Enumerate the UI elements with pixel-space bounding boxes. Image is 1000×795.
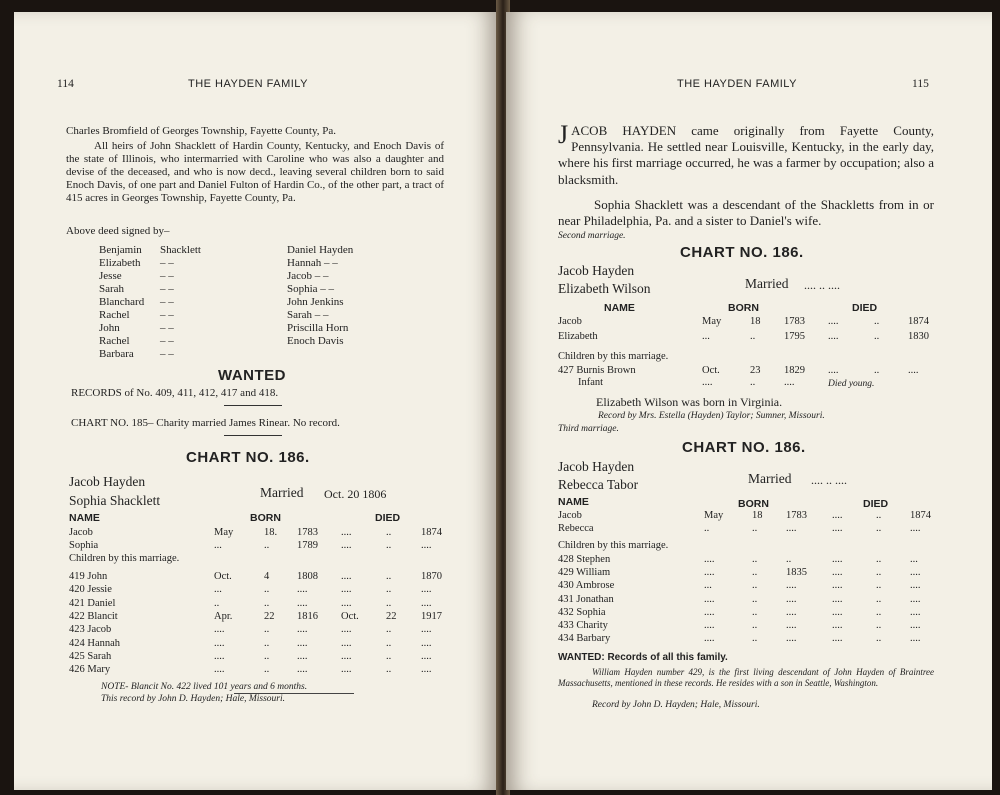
child-row-died-month: .... bbox=[832, 593, 843, 605]
child-row-died-year: .... bbox=[421, 624, 432, 636]
infant-died-note: Died young. bbox=[828, 379, 875, 389]
child-row-born-day: .. bbox=[752, 606, 758, 618]
parent-row-died-year: 1830 bbox=[908, 331, 929, 342]
parent-row-born-year: 1783 bbox=[297, 527, 318, 538]
child-row-born-day: .. bbox=[264, 584, 270, 596]
chart-title: CHART NO. 186. bbox=[186, 449, 310, 466]
child-row-name: 430 Ambrose bbox=[558, 580, 615, 592]
parent-row-born-year: 1795 bbox=[784, 331, 805, 342]
child-row-born-month: ... bbox=[214, 584, 222, 596]
col-born: BORN bbox=[728, 302, 759, 314]
signer-last-name: Shacklett bbox=[160, 244, 201, 256]
child-row-name: 427 Burnis Brown bbox=[558, 365, 636, 376]
child-row-born-year: .... bbox=[786, 580, 797, 592]
child-row-name: 428 Stephen bbox=[558, 554, 611, 565]
child-row-died-day: .. bbox=[876, 633, 882, 645]
child-row-born-month: .... bbox=[214, 624, 225, 636]
child-row-died-year: .... bbox=[421, 597, 432, 609]
child-row-name: 426 Mary bbox=[69, 664, 111, 676]
parent-row-died-day: .. bbox=[386, 527, 392, 538]
signer-first-name: Rachel bbox=[99, 335, 130, 347]
child-row-born-year: 1835 bbox=[786, 567, 807, 579]
signer-first-name: Barbara bbox=[99, 348, 134, 360]
married-date: .... .. .... bbox=[804, 278, 840, 292]
third-marriage-label: Third marriage. bbox=[558, 424, 619, 434]
parent-row-born-month: May bbox=[702, 316, 722, 327]
children-label: Children by this marriage. bbox=[69, 553, 180, 564]
child-row-died-day: .. bbox=[876, 554, 882, 565]
child-row-died-month: .... bbox=[341, 597, 352, 609]
born-virginia: Elizabeth Wilson was born in Virginia. bbox=[596, 395, 783, 409]
child-row-name: 433 Charity bbox=[558, 620, 608, 631]
children-label-2: Children by this marriage. bbox=[558, 540, 669, 551]
parent-row-died-month: .... bbox=[828, 316, 839, 327]
chart-title: CHART NO. 186. bbox=[680, 244, 804, 261]
parent-row-died-month: .... bbox=[341, 527, 352, 538]
child-row-born-month: ... bbox=[704, 580, 712, 592]
signer-name: Jacob – – bbox=[287, 270, 329, 282]
child-row-died-month: .... bbox=[832, 606, 843, 618]
child-row-born-day: .. bbox=[752, 554, 758, 565]
child-row-died-month: .... bbox=[341, 571, 352, 582]
parent-row-born-day: .. bbox=[752, 523, 758, 534]
signer-first-name: Blanchard bbox=[99, 296, 145, 308]
child-row-died-day: .. bbox=[386, 664, 392, 676]
wife-name-2: Rebecca Tabor bbox=[558, 477, 639, 492]
child-row-died-year: .... bbox=[910, 580, 921, 592]
parent-row-name: Rebecca bbox=[558, 523, 594, 534]
child-row-name: 422 Blancit bbox=[69, 610, 118, 622]
child-row-died-month: Oct. bbox=[341, 610, 359, 622]
signer-first-name: Rachel bbox=[99, 309, 130, 321]
child-row-born-month: Oct. bbox=[702, 365, 720, 376]
infant-born-year: .... bbox=[784, 377, 795, 388]
child-row-died-day: .. bbox=[386, 637, 392, 649]
child-row-name: 424 Hannah bbox=[69, 637, 121, 649]
husband-name: Jacob Hayden bbox=[69, 474, 146, 489]
col-died: DIED bbox=[375, 512, 401, 524]
child-row-died-day: .. bbox=[876, 580, 882, 592]
second-marriage-label: Second marriage. bbox=[558, 231, 626, 241]
parent-row-born-day: 18. bbox=[264, 527, 278, 538]
married-label-2: Married bbox=[748, 471, 792, 486]
wanted-records: RECORDS of No. 409, 411, 412, 417 and 418. bbox=[71, 387, 279, 399]
child-row-died-day: .. bbox=[874, 365, 880, 376]
running-head: THE HAYDEN FAMILY bbox=[188, 78, 308, 90]
intro-paragraph bbox=[558, 120, 934, 188]
child-row-name: 425 Sarah bbox=[69, 650, 112, 662]
child-row-died-month: .... bbox=[341, 664, 352, 676]
child-row-died-month: .... bbox=[828, 365, 839, 376]
child-row-born-day: .. bbox=[752, 620, 758, 631]
signer-name: Hannah – – bbox=[287, 257, 338, 269]
col-name-2: NAME bbox=[558, 496, 589, 508]
child-row-died-year: .... bbox=[421, 637, 432, 649]
child-row-died-year: .... bbox=[910, 606, 921, 618]
child-row-name: 434 Barbary bbox=[558, 633, 611, 645]
parent-row-died-month: .... bbox=[828, 331, 839, 342]
child-row-died-year: .... bbox=[421, 664, 432, 676]
child-row-born-day: .. bbox=[752, 580, 758, 592]
drop-cap: J bbox=[558, 120, 569, 149]
children-label: Children by this marriage. bbox=[558, 351, 669, 362]
signer-first-name: Jesse bbox=[99, 270, 122, 282]
signer-name: Priscilla Horn bbox=[287, 322, 349, 334]
col-name: NAME bbox=[69, 512, 100, 524]
parent-row-died-day: .. bbox=[874, 331, 880, 342]
running-head: THE HAYDEN FAMILY bbox=[677, 78, 797, 90]
child-row-name: 432 Sophia bbox=[558, 606, 606, 618]
parent-row-name: Elizabeth bbox=[558, 331, 598, 342]
william-note: William Hayden number 429, is the first living descendant of John Hayden of Braintree Massachusetts, mentioned in these records. He resides with a son in Seattle, Washington. bbox=[558, 667, 934, 688]
child-row-born-year: .... bbox=[297, 637, 308, 649]
child-row-born-month: .... bbox=[704, 554, 715, 565]
signer-first-name: Elizabeth bbox=[99, 257, 141, 269]
divider bbox=[224, 435, 282, 436]
intro-text: ACOB HAYDEN came originally from Fayette County, Pennsylvania. He settled near Louisville, Kentucky, in the early day, where his first marriage occurred, he was a farmer by occupation; also a blacksmith. bbox=[558, 123, 934, 187]
child-row-died-year: .... bbox=[910, 633, 921, 645]
child-row-born-year: .... bbox=[297, 650, 308, 662]
child-row-died-day: .. bbox=[386, 597, 392, 609]
child-row-born-month: .... bbox=[704, 620, 715, 631]
col-born-2: BORN bbox=[738, 498, 769, 510]
child-row-born-year: 1808 bbox=[297, 571, 318, 582]
child-row-born-day: 23 bbox=[750, 365, 761, 376]
parent-row-died-day: .. bbox=[386, 540, 392, 551]
child-row-name: 420 Jessie bbox=[69, 584, 112, 596]
child-row-died-month: .... bbox=[341, 624, 352, 636]
chart-185-note: CHART NO. 185– Charity married James Rinear. No record. bbox=[71, 417, 340, 429]
signer-name: John Jenkins bbox=[287, 296, 344, 308]
child-row-died-month: .... bbox=[832, 580, 843, 592]
child-row-born-day: .. bbox=[264, 650, 270, 662]
col-died: DIED bbox=[852, 302, 878, 314]
child-row-born-month: Oct. bbox=[214, 571, 232, 582]
child-row-died-day: .. bbox=[876, 567, 882, 579]
child-row-died-month: .... bbox=[341, 637, 352, 649]
child-row-born-day: 4 bbox=[264, 571, 270, 582]
child-row-born-month: .. bbox=[214, 597, 220, 609]
child-row-died-year: .... bbox=[421, 650, 432, 662]
child-row-born-day: .. bbox=[264, 637, 270, 649]
child-row-born-year: .... bbox=[786, 633, 797, 645]
parent-row-died-year: 1874 bbox=[908, 316, 929, 327]
parent-row-name: Sophia bbox=[69, 540, 99, 551]
record-john: Record by John D. Hayden; Hale, Missouri. bbox=[592, 700, 760, 710]
child-row-born-day: .. bbox=[264, 664, 270, 676]
child-row-died-day: .. bbox=[876, 620, 882, 631]
signer-last-name: – – bbox=[160, 270, 174, 282]
child-row-born-year: 1829 bbox=[784, 365, 805, 376]
child-row-name: 431 Jonathan bbox=[558, 593, 614, 605]
husband-name: Jacob Hayden bbox=[558, 263, 635, 278]
signer-last-name: – – bbox=[160, 335, 174, 347]
parent-row-died-day: .. bbox=[876, 523, 882, 534]
child-row-born-month: .... bbox=[214, 664, 225, 676]
wife-name: Sophia Shacklett bbox=[69, 493, 161, 508]
child-row-born-month: .... bbox=[704, 606, 715, 618]
married-date: Oct. 20 1806 bbox=[324, 487, 387, 501]
child-row-name: 429 William bbox=[558, 567, 611, 579]
child-row-died-day: .. bbox=[386, 571, 392, 582]
col-name: NAME bbox=[604, 302, 635, 314]
signed-by-label: Above deed signed by– bbox=[66, 225, 170, 237]
child-row-died-year: 1870 bbox=[421, 571, 442, 582]
child-row-born-month: .... bbox=[704, 567, 715, 579]
infant-born-day: .. bbox=[750, 377, 756, 388]
col-born: BORN bbox=[250, 512, 281, 524]
wife-name: Elizabeth Wilson bbox=[558, 281, 651, 296]
child-row-born-month: .... bbox=[704, 593, 715, 605]
right-page bbox=[506, 12, 992, 790]
parent-row-born-day: .. bbox=[750, 331, 756, 342]
parent-row-died-month: .... bbox=[832, 523, 843, 534]
child-row-died-year: .... bbox=[908, 365, 919, 376]
left-page bbox=[14, 12, 498, 790]
child-row-died-month: .... bbox=[832, 633, 843, 645]
signer-last-name: – – bbox=[160, 322, 174, 334]
child-row-born-year: .... bbox=[297, 584, 308, 596]
child-row-born-month: .... bbox=[214, 650, 225, 662]
parent-row-died-year: .... bbox=[910, 523, 921, 534]
signer-name: Daniel Hayden bbox=[287, 244, 354, 256]
infant-name: Infant bbox=[578, 377, 604, 388]
parent-row-died-year: 1874 bbox=[421, 527, 442, 538]
parent-row-born-year: 1789 bbox=[297, 540, 318, 551]
signer-last-name: – – bbox=[160, 283, 174, 295]
child-row-died-year: .... bbox=[910, 593, 921, 605]
child-row-died-month: .... bbox=[832, 554, 843, 565]
col-died-2: DIED bbox=[863, 498, 889, 510]
infant-born-month: .... bbox=[702, 377, 713, 388]
child-row-died-year: .... bbox=[910, 620, 921, 631]
married-label: Married bbox=[745, 276, 789, 291]
child-row-born-month: .... bbox=[214, 637, 225, 649]
parent-row-born-year: 1783 bbox=[784, 316, 805, 327]
child-row-name: 423 Jacob bbox=[69, 624, 112, 636]
child-row-died-day: .. bbox=[386, 624, 392, 636]
signer-name: Sophia – – bbox=[287, 283, 335, 295]
signer-last-name: – – bbox=[160, 296, 174, 308]
child-row-died-month: .... bbox=[341, 584, 352, 596]
divider bbox=[224, 405, 282, 406]
child-row-died-month: .... bbox=[832, 620, 843, 631]
signer-last-name: – – bbox=[160, 257, 174, 269]
parent-row-born-month: May bbox=[704, 510, 724, 521]
parent-row-born-year: 1783 bbox=[786, 510, 807, 521]
child-row-born-day: 22 bbox=[264, 610, 275, 622]
page-number: 114 bbox=[57, 78, 74, 90]
child-row-died-month: .... bbox=[341, 650, 352, 662]
child-row-born-month: Apr. bbox=[214, 610, 233, 622]
signer-name: Enoch Davis bbox=[287, 335, 344, 347]
parent-row-born-year: .... bbox=[786, 523, 797, 534]
page-number: 115 bbox=[912, 78, 929, 90]
child-row-born-day: .. bbox=[752, 633, 758, 645]
child-row-died-year: .... bbox=[421, 584, 432, 596]
parent-row-born-day: 18 bbox=[750, 316, 761, 327]
signer-name: Sarah – – bbox=[287, 309, 329, 321]
married-label: Married bbox=[260, 485, 304, 500]
parent-row-born-month: .. bbox=[704, 523, 710, 534]
parent-row-born-day: .. bbox=[264, 540, 270, 551]
parent-row-died-day: .. bbox=[876, 510, 882, 521]
sophia-paragraph: Sophia Shacklett was a descendant of the Shackletts from in or near Philadelphia, Pa. and a sister to Daniel's wife. bbox=[558, 197, 934, 229]
parent-row-born-month: ... bbox=[702, 331, 710, 342]
child-row-born-year: .... bbox=[786, 593, 797, 605]
parent-row-name: Jacob bbox=[558, 510, 582, 521]
parent-row-born-month: ... bbox=[214, 540, 222, 551]
parent-row-died-month: .... bbox=[341, 540, 352, 551]
deed-paragraph-2: All heirs of John Shacklett of Hardin County, Kentucky, and Enoch Davis of the state of Illinois, who intermarried with Caroline who was also a daughter and devise of the deceased, and who is now decd., leaving several children born to said Enoch Davis, of one part and Daniel Fulton of Hardin Co., of the other part, a tract of 415 acres in Georges Township, Fayette County, Pa. bbox=[66, 140, 444, 204]
deed-paragraph-1: Charles Bromfield of Georges Township, Fayette County, Pa. bbox=[66, 125, 337, 137]
signer-first-name: Benjamin bbox=[99, 244, 142, 256]
parent-row-name: Jacob bbox=[69, 527, 93, 538]
note-blancit: NOTE- Blancit No. 422 lived 101 years and 6 months. bbox=[101, 682, 308, 692]
parent-row-died-year: .... bbox=[421, 540, 432, 551]
child-row-name: 421 Daniel bbox=[69, 597, 116, 609]
child-row-name: 419 John bbox=[69, 571, 108, 582]
child-row-born-day: .. bbox=[752, 567, 758, 579]
parent-row-born-month: May bbox=[214, 527, 234, 538]
child-row-born-year: .. bbox=[786, 554, 792, 565]
parent-row-born-day: 18 bbox=[752, 510, 763, 521]
child-row-born-year: 1816 bbox=[297, 610, 318, 622]
child-row-died-day: 22 bbox=[386, 610, 397, 622]
child-row-born-year: .... bbox=[297, 664, 308, 676]
signer-last-name: – – bbox=[160, 309, 174, 321]
chart-title-2: CHART NO. 186. bbox=[682, 439, 806, 456]
child-row-died-year: .... bbox=[910, 567, 921, 579]
child-row-born-day: .. bbox=[752, 593, 758, 605]
child-row-born-day: .. bbox=[264, 597, 270, 609]
child-row-died-day: .. bbox=[876, 593, 882, 605]
child-row-born-year: .... bbox=[786, 620, 797, 631]
child-row-died-day: .. bbox=[386, 584, 392, 596]
husband-name-2: Jacob Hayden bbox=[558, 459, 635, 474]
child-row-died-day: .. bbox=[386, 650, 392, 662]
note-record: This record by John D. Hayden; Hale, Missouri. bbox=[101, 694, 285, 704]
child-row-died-day: .. bbox=[876, 606, 882, 618]
child-row-born-day: .. bbox=[264, 624, 270, 636]
signer-first-name: John bbox=[99, 322, 120, 334]
signer-last-name: – – bbox=[160, 348, 174, 360]
child-row-born-year: .... bbox=[786, 606, 797, 618]
signer-first-name: Sarah bbox=[99, 283, 125, 295]
child-row-born-year: .... bbox=[297, 624, 308, 636]
parent-row-name: Jacob bbox=[558, 316, 582, 327]
married-date-2: .... .. .... bbox=[811, 473, 847, 487]
parent-row-died-day: .. bbox=[874, 316, 880, 327]
wanted-all-family: WANTED: Records of all this family. bbox=[558, 652, 728, 663]
parent-row-died-year: 1874 bbox=[910, 510, 931, 521]
parent-row-died-month: .... bbox=[832, 510, 843, 521]
child-row-died-year: ... bbox=[910, 554, 918, 565]
child-row-born-month: .... bbox=[704, 633, 715, 645]
record-estella: Record by Mrs. Estella (Hayden) Taylor; Sumner, Missouri. bbox=[598, 411, 825, 421]
child-row-died-year: 1917 bbox=[421, 610, 442, 622]
child-row-born-year: .... bbox=[297, 597, 308, 609]
child-row-died-month: .... bbox=[832, 567, 843, 579]
wanted-title: WANTED bbox=[218, 367, 286, 384]
